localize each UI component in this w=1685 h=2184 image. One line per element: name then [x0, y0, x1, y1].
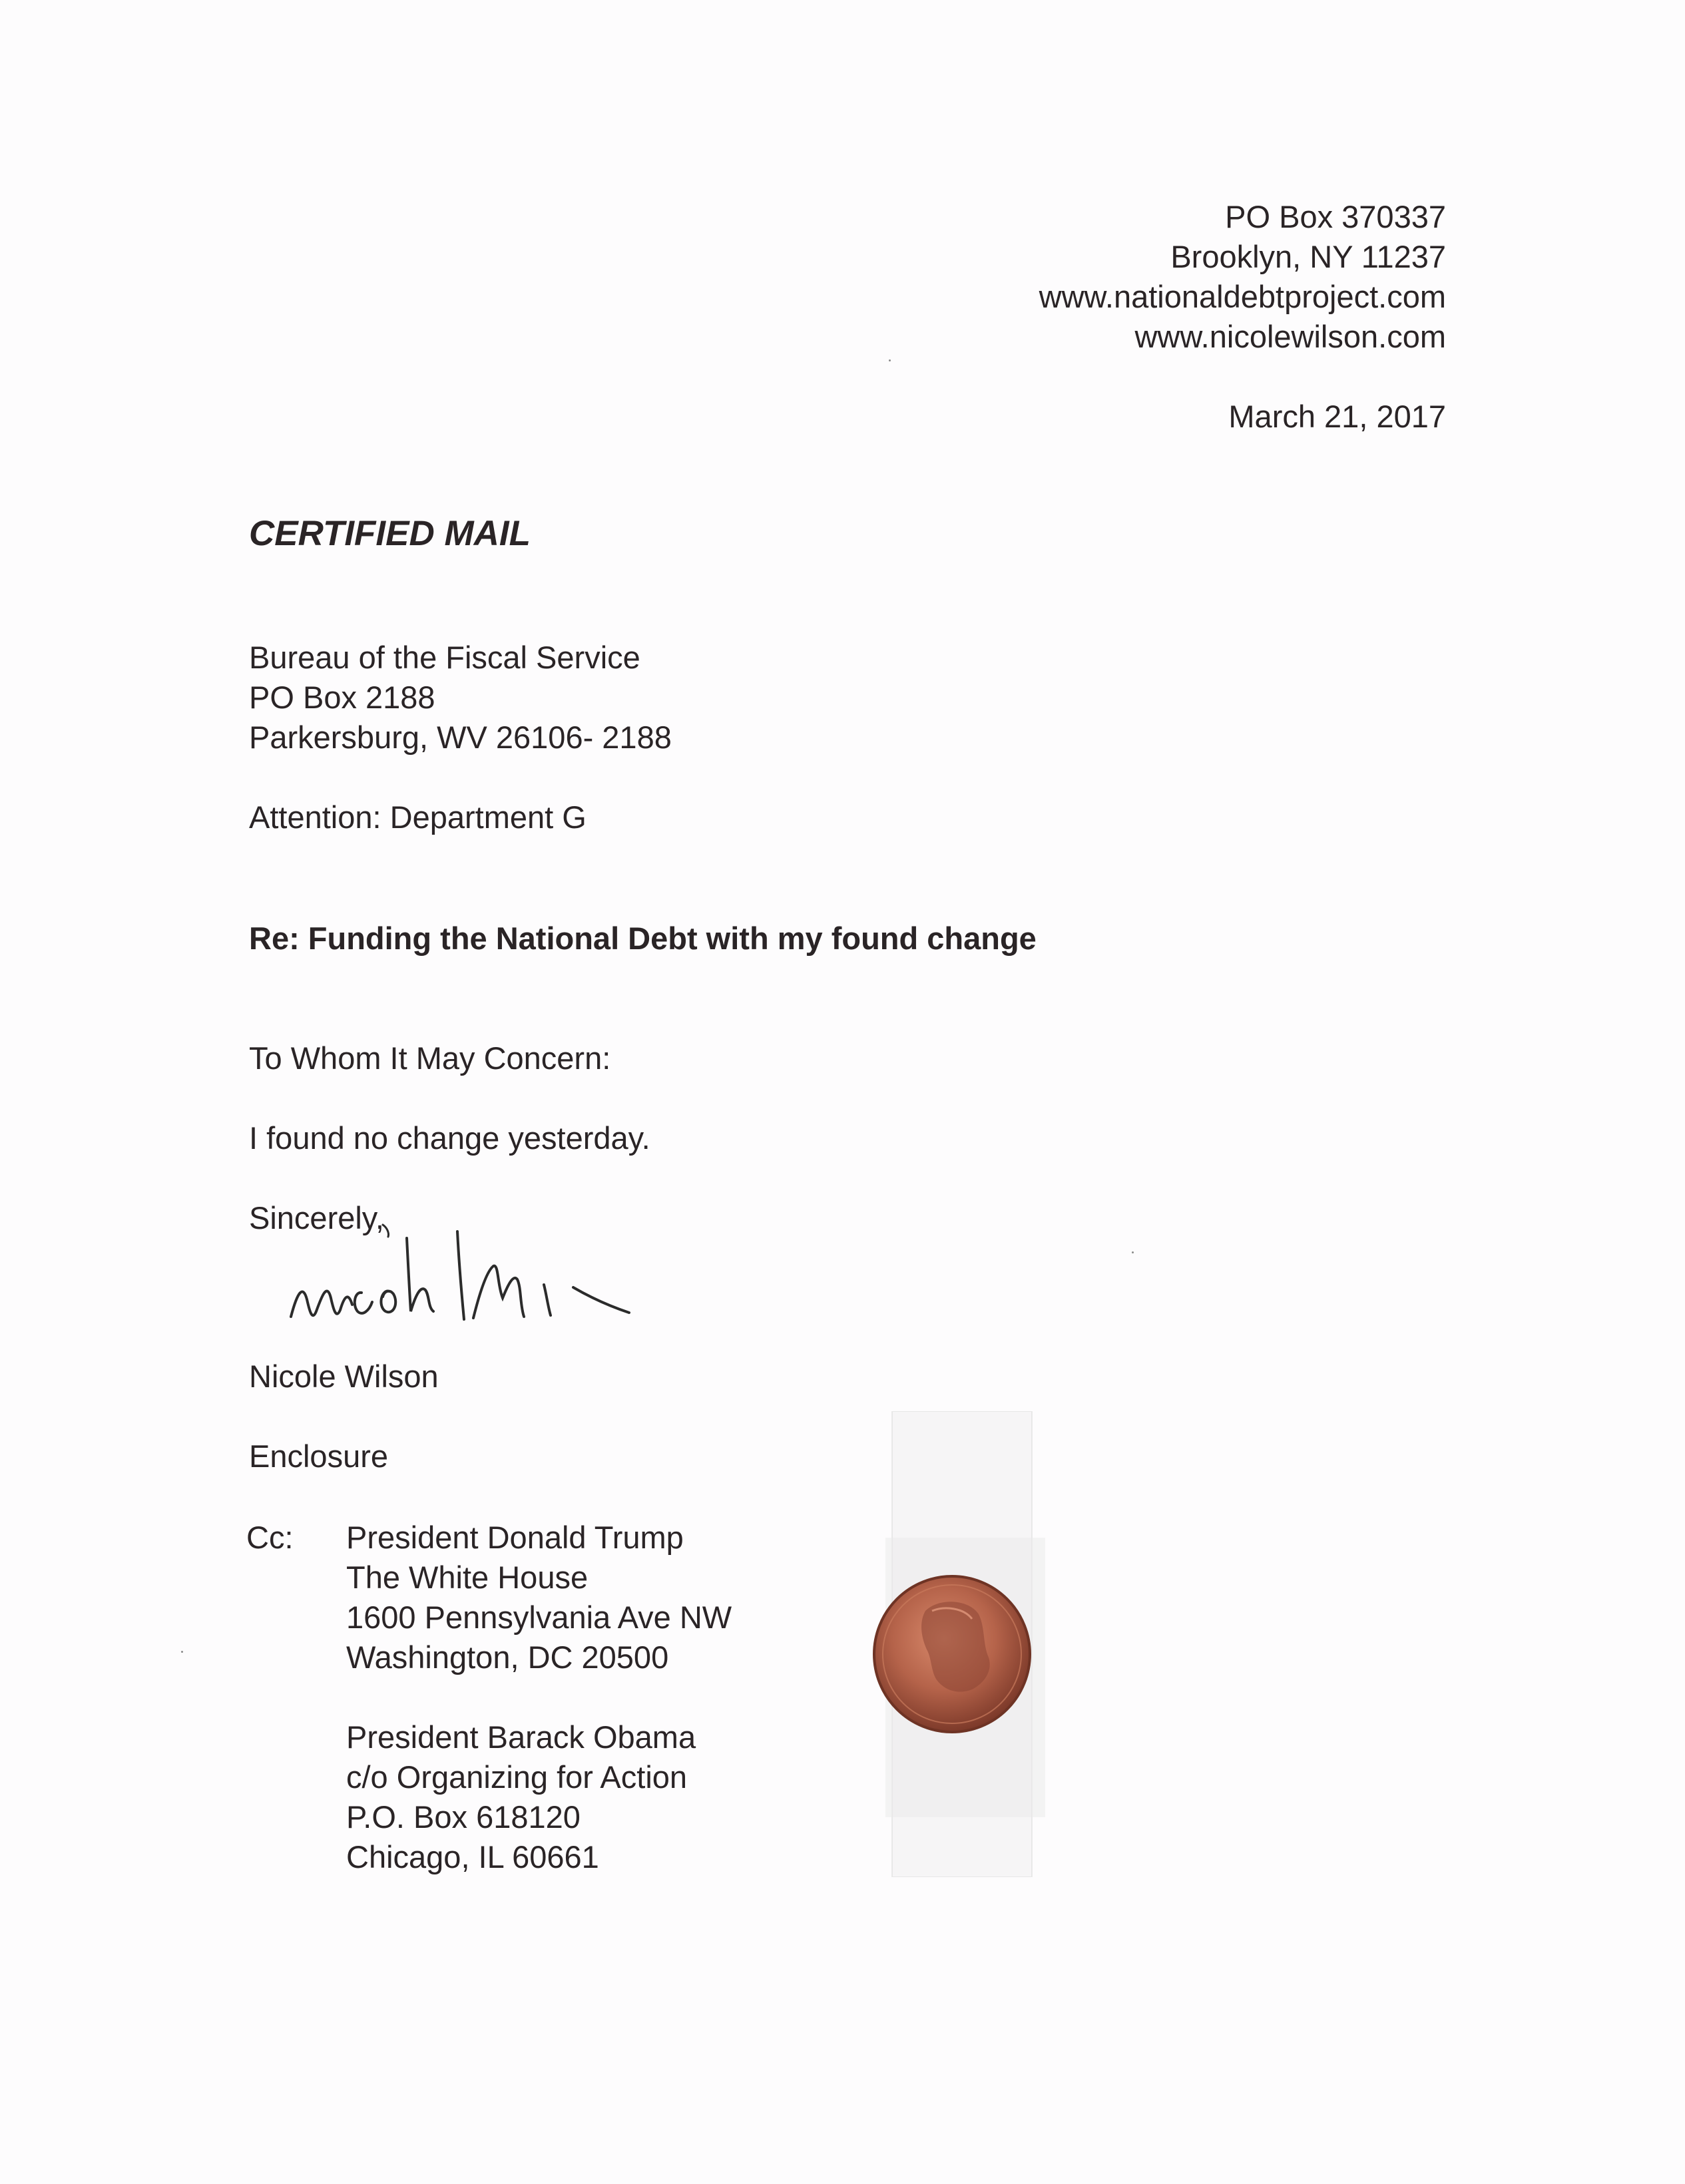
cc-label: Cc: [246, 1520, 294, 1555]
sender-website-link[interactable]: www.nationaldebtproject.com [1039, 279, 1446, 314]
signature-name: Nicole Wilson [249, 1359, 439, 1394]
cc-line: 1600 Pennsylvania Ave NW [346, 1600, 732, 1635]
sign-off [249, 1357, 439, 1476]
recipient-line: PO Box 2188 [249, 680, 435, 715]
cc-line: The White House [346, 1560, 589, 1595]
body-text: I found no change yesterday. [249, 1120, 650, 1156]
spacer [1039, 357, 1446, 397]
recipient-address [249, 638, 672, 837]
taped-penny [852, 1411, 1092, 1877]
sender-address [1039, 197, 1446, 437]
attention-line: Attention: Department G [249, 799, 587, 835]
cc-list [346, 1518, 732, 1917]
cc-entry [346, 1518, 732, 1677]
spacer [249, 758, 672, 797]
certified-mail-heading: CERTIFIED MAIL [249, 514, 531, 553]
spacer [249, 1158, 650, 1198]
recipient-line: Bureau of the Fiscal Service [249, 640, 640, 675]
salutation: To Whom It May Concern: [249, 1040, 611, 1076]
scan-speck [1132, 1251, 1134, 1253]
cc-line: c/o Organizing for Action [346, 1759, 688, 1795]
scan-speck [889, 359, 891, 361]
cc-line: Chicago, IL 60661 [346, 1839, 599, 1874]
cc-entry [346, 1717, 732, 1877]
cc-line: Washington, DC 20500 [346, 1639, 669, 1675]
subject-line: Re: Funding the National Debt with my found change [249, 921, 1037, 956]
sender-website-link[interactable]: www.nicolewilson.com [1134, 319, 1446, 354]
closing: Sincerely, [249, 1200, 384, 1235]
recipient-line: Parkersburg, WV 26106- 2188 [249, 720, 672, 755]
scan-speck [181, 1651, 183, 1653]
spacer [249, 1078, 650, 1118]
letter-body [249, 1038, 650, 1238]
spacer [249, 1397, 439, 1436]
cc-line: P.O. Box 618120 [346, 1799, 581, 1835]
sender-line: Brooklyn, NY 11237 [1170, 239, 1446, 274]
enclosure-note: Enclosure [249, 1438, 388, 1474]
cc-line: President Barack Obama [346, 1719, 696, 1755]
sender-line: PO Box 370337 [1225, 199, 1446, 234]
letter-date: March 21, 2017 [1228, 399, 1446, 434]
handwritten-signature [283, 1218, 696, 1335]
cc-line: President Donald Trump [346, 1520, 684, 1555]
